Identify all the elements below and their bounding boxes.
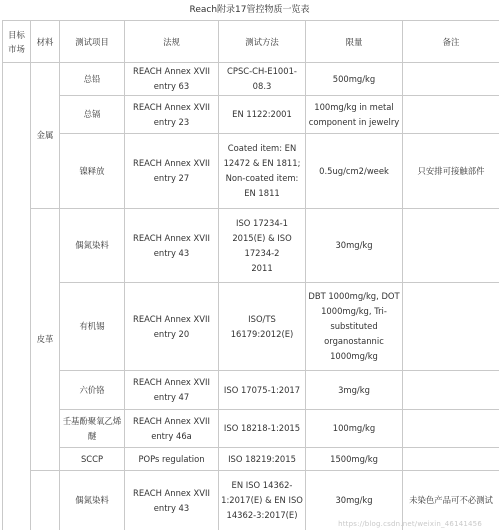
table-cell-method: ISO 18218-1:2015 (219, 410, 306, 448)
table-cell-method: EN ISO 14362- 1:2017(E) & EN ISO 14362-3:2017(E) (219, 471, 306, 530)
table-cell-test-item: 总镉 (60, 96, 125, 134)
table-cell-limit: 30mg/kg (306, 209, 403, 283)
table-cell-regulation: REACH Annex XVII entry 43 (125, 471, 219, 530)
table-cell-note: 未染色产品可不必测试 (403, 471, 499, 530)
table-cell-note (403, 283, 499, 371)
header-test-item: 测试项目 (60, 21, 125, 63)
table-cell-note (403, 371, 499, 410)
material-metal: 金属 (31, 63, 60, 209)
header-material: 材料 (31, 21, 60, 63)
regulation-table (2, 20, 499, 530)
material-cell (31, 471, 60, 530)
table-cell-test-item: 镍释放 (60, 134, 125, 209)
target-market-cell (3, 63, 31, 530)
table-cell-note (403, 410, 499, 448)
table-cell-note (403, 63, 499, 96)
table-cell-method: ISO/TS 16179:2012(E) (219, 283, 306, 371)
table-cell-method: CPSC-CH-E1001- 08.3 (219, 63, 306, 96)
table-cell-regulation: REACH Annex XVII entry 27 (125, 134, 219, 209)
table-cell-limit: 30mg/kg (306, 471, 403, 530)
table-cell-note: 只安排可接触部件 (403, 134, 499, 209)
table-cell-note (403, 448, 499, 471)
table-cell-regulation: REACH Annex XVII entry 43 (125, 209, 219, 283)
table-cell-limit: 500mg/kg (306, 63, 403, 96)
header-target-market: 目标 市场 (3, 21, 31, 63)
table-cell-method: ISO 17234-1 2015(E) & ISO 17234-2 2011 (219, 209, 306, 283)
table-cell-test-item: 有机锡 (60, 283, 125, 371)
table-cell-regulation: REACH Annex XVII entry 23 (125, 96, 219, 134)
table-cell-limit: 0.5ug/cm2/week (306, 134, 403, 209)
header-regulation: 法规 (125, 21, 219, 63)
table-cell-note (403, 96, 499, 134)
table-cell-limit: 100mg/kg in metal component in jewelry (306, 96, 403, 134)
table-cell-test-item: 总铅 (60, 63, 125, 96)
table-cell-limit: DBT 1000mg/kg, DOT 1000mg/kg, Tri- substituted organostannic 1000mg/kg (306, 283, 403, 371)
table-cell-limit: 3mg/kg (306, 371, 403, 410)
table-cell-test-item: 偶氮染料 (60, 471, 125, 530)
header-note: 备注 (403, 21, 499, 63)
table-cell-method: Coated item: EN 12472 & EN 1811; Non-coated item: EN 1811 (219, 134, 306, 209)
table-cell-regulation: REACH Annex XVII entry 46a (125, 410, 219, 448)
table-cell-limit: 1500mg/kg (306, 448, 403, 471)
watermark-url: https://blog.csdn.net/weixin_46141456 (338, 520, 482, 528)
header-test-method: 测试方法 (219, 21, 306, 63)
table-cell-regulation: REACH Annex XVII entry 47 (125, 371, 219, 410)
table-cell-method: EN 1122:2001 (219, 96, 306, 134)
header-limit: 限量 (306, 21, 403, 63)
table-cell-regulation: REACH Annex XVII entry 20 (125, 283, 219, 371)
table-cell-limit: 100mg/kg (306, 410, 403, 448)
table-cell-note (403, 209, 499, 283)
table-cell-method: ISO 17075-1:2017 (219, 371, 306, 410)
table-cell-method: ISO 18219:2015 (219, 448, 306, 471)
table-cell-test-item: SCCP (60, 448, 125, 471)
page-title: Reach附录17管控物质一览表 (189, 5, 310, 15)
table-cell-test-item: 六价铬 (60, 371, 125, 410)
table-cell-test-item: 壬基酚聚氧乙烯 醚 (60, 410, 125, 448)
table-cell-test-item: 偶氮染料 (60, 209, 125, 283)
table-cell-regulation: REACH Annex XVII entry 63 (125, 63, 219, 96)
table-cell-regulation: POPs regulation (125, 448, 219, 471)
material-leather: 皮革 (31, 209, 60, 471)
